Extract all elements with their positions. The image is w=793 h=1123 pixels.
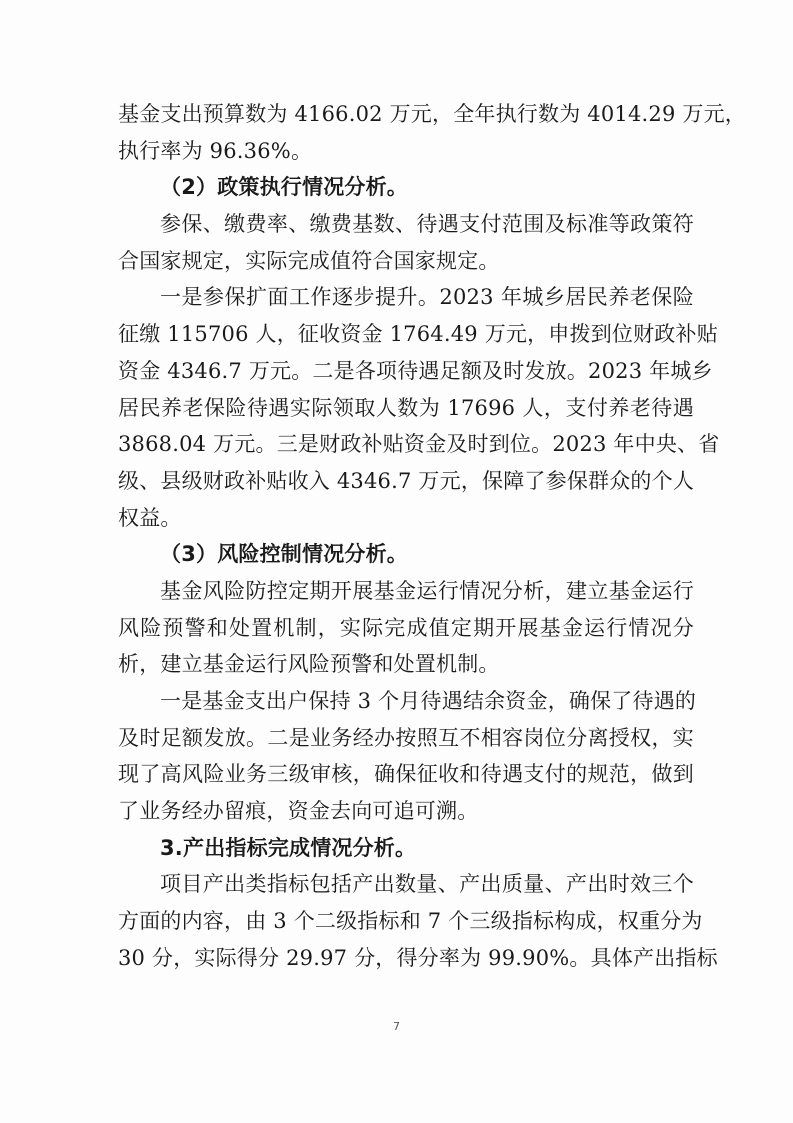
text-line: 一是参保扩面工作逐步提升。2023 年城乡居民养老保险 <box>160 285 694 310</box>
text-line: 执行率为 96.36%。 <box>118 138 313 163</box>
text-line: 项目产出类指标包括产出数量、产出质量、产出时效三个 <box>160 872 694 897</box>
text-line: 现了高风险业务三级审核，确保征收和待遇支付的规范，做到 <box>118 762 694 787</box>
text-line: 3868.04 万元。三是财政补贴资金及时到位。2023 年中央、省 <box>118 432 720 457</box>
text-line: 权益。 <box>118 505 182 530</box>
text-line: 居民养老保险待遇实际领取人数为 17696 人，支付养老待遇 <box>118 395 694 420</box>
text-line: 征缴 115706 人，征收资金 1764.49 万元，申拨到位财政补贴 <box>118 322 718 347</box>
text-line: 了业务经办留痕，资金去向可追可溯。 <box>118 799 479 824</box>
text-line: 方面的内容，由 3 个二级指标和 7 个三级指标构成，权重分为 <box>118 909 703 934</box>
page-number: 7 <box>393 1020 400 1033</box>
text-line: 风险预警和处置机制，实际完成值定期开展基金运行情况分 <box>118 615 694 640</box>
text-line: 级、县级财政补贴收入 4346.7 万元，保障了参保群众的个人 <box>118 468 695 493</box>
text-line: 参保、缴费率、缴费基数、待遇支付范围及标准等政策符 <box>160 212 694 237</box>
text-line: 基金支出预算数为 4166.02 万元，全年执行数为 4014.29 万元， <box>118 102 746 126</box>
text-line: 基金风险防控定期开展基金运行情况分析，建立基金运行 <box>160 578 694 603</box>
section-heading-risk: （3）风险控制情况分析。 <box>160 542 409 567</box>
section-heading-policy: （2）政策执行情况分析。 <box>160 175 409 200</box>
text-line: 一是基金支出户保持 3 个月待遇结余资金，确保了待遇的 <box>160 689 697 713</box>
text-line: 析，建立基金运行风险预警和处置机制。 <box>118 652 500 677</box>
text-line: 资金 4346.7 万元。二是各项待遇足额及时发放。2023 年城乡 <box>118 358 713 383</box>
text-line: 合国家规定，实际完成值符合国家规定。 <box>118 248 500 273</box>
text-line: 30 分，实际得分 29.97 分，得分率为 99.90%。具体产出指标 <box>118 945 718 970</box>
document-body <box>118 96 746 977</box>
section-heading-output: 3.产出指标完成情况分析。 <box>160 835 417 860</box>
text-line: 及时足额发放。二是业务经办按照互不相容岗位分离授权，实 <box>118 725 694 750</box>
